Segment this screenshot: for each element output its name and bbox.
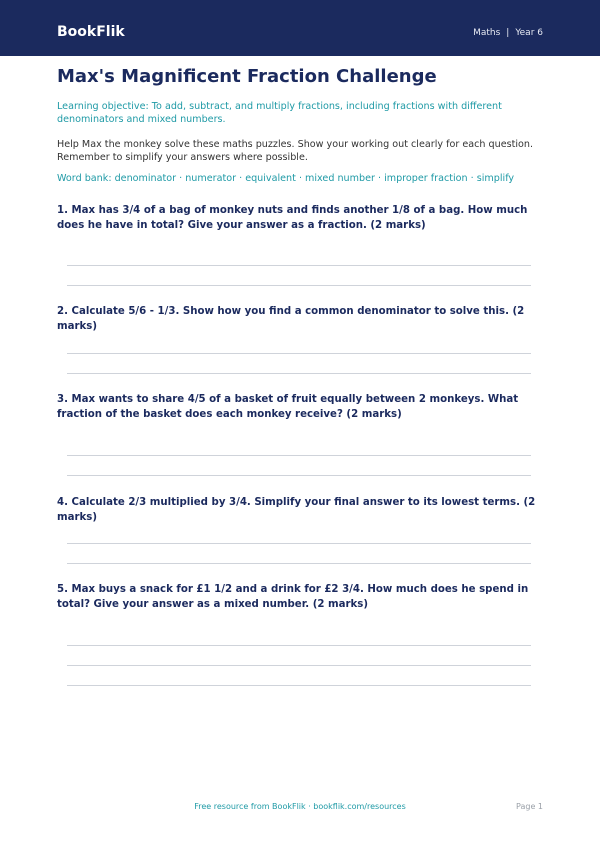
- answer-line[interactable]: [67, 563, 531, 564]
- answer-line[interactable]: [67, 265, 531, 266]
- answer-line[interactable]: [67, 475, 531, 476]
- answer-line[interactable]: [67, 645, 531, 646]
- question-3: 3. Max wants to share 4/5 of a basket of fruit equally between 2 monkeys. What fraction of the basket does each monkey receive? (2 marks): [57, 394, 519, 420]
- answer-line[interactable]: [67, 353, 531, 354]
- subject-year-label: [473, 28, 543, 39]
- answer-line[interactable]: [67, 685, 531, 686]
- question-4: 4. Calculate 2/3 multiplied by 3/4. Simplify your final answer to its lowest terms. (2 marks): [57, 497, 536, 523]
- question-2: 2. Calculate 5/6 - 1/3. Show how you find a common denominator to solve this. (2 marks): [57, 306, 525, 332]
- intro-text: Help Max the monkey solve these maths puzzles. Show your working out clearly for each question. Remember to simplify your answers where possible.: [57, 139, 534, 163]
- page-number: Page 1: [516, 802, 543, 811]
- learning-objective: Learning objective: To add, subtract, and multiply fractions, including fractions with different denominators and mixed numbers.: [57, 101, 502, 125]
- answer-line[interactable]: [67, 543, 531, 544]
- subject-label: Maths: [473, 28, 501, 38]
- answer-line[interactable]: [67, 285, 531, 286]
- answer-line[interactable]: [67, 373, 531, 374]
- word-bank: Word bank: denominator · numerator · equivalent · mixed number · improper fraction · simplify: [57, 173, 515, 184]
- header-bar: [0, 0, 600, 56]
- meta-separator: |: [506, 28, 510, 38]
- question-1: 1. Max has 3/4 of a bag of monkey nuts and finds another 1/8 of a bag. How much does he have in total? Give your answer as a fraction. (2 marks): [57, 205, 528, 231]
- answer-line[interactable]: [67, 665, 531, 666]
- brand-logo: BookFlik: [57, 24, 125, 40]
- answer-line[interactable]: [67, 455, 531, 456]
- year-label: Year 6: [515, 28, 543, 38]
- question-5: 5. Max buys a snack for £1 1/2 and a drink for £2 3/4. How much does he spend in total? Give your answer as a mixed number. (2 marks): [57, 584, 529, 610]
- footer-text[interactable]: Free resource from BookFlik · bookflik.com/resources: [194, 802, 406, 811]
- page-title: Max's Magnificent Fraction Challenge: [57, 66, 437, 87]
